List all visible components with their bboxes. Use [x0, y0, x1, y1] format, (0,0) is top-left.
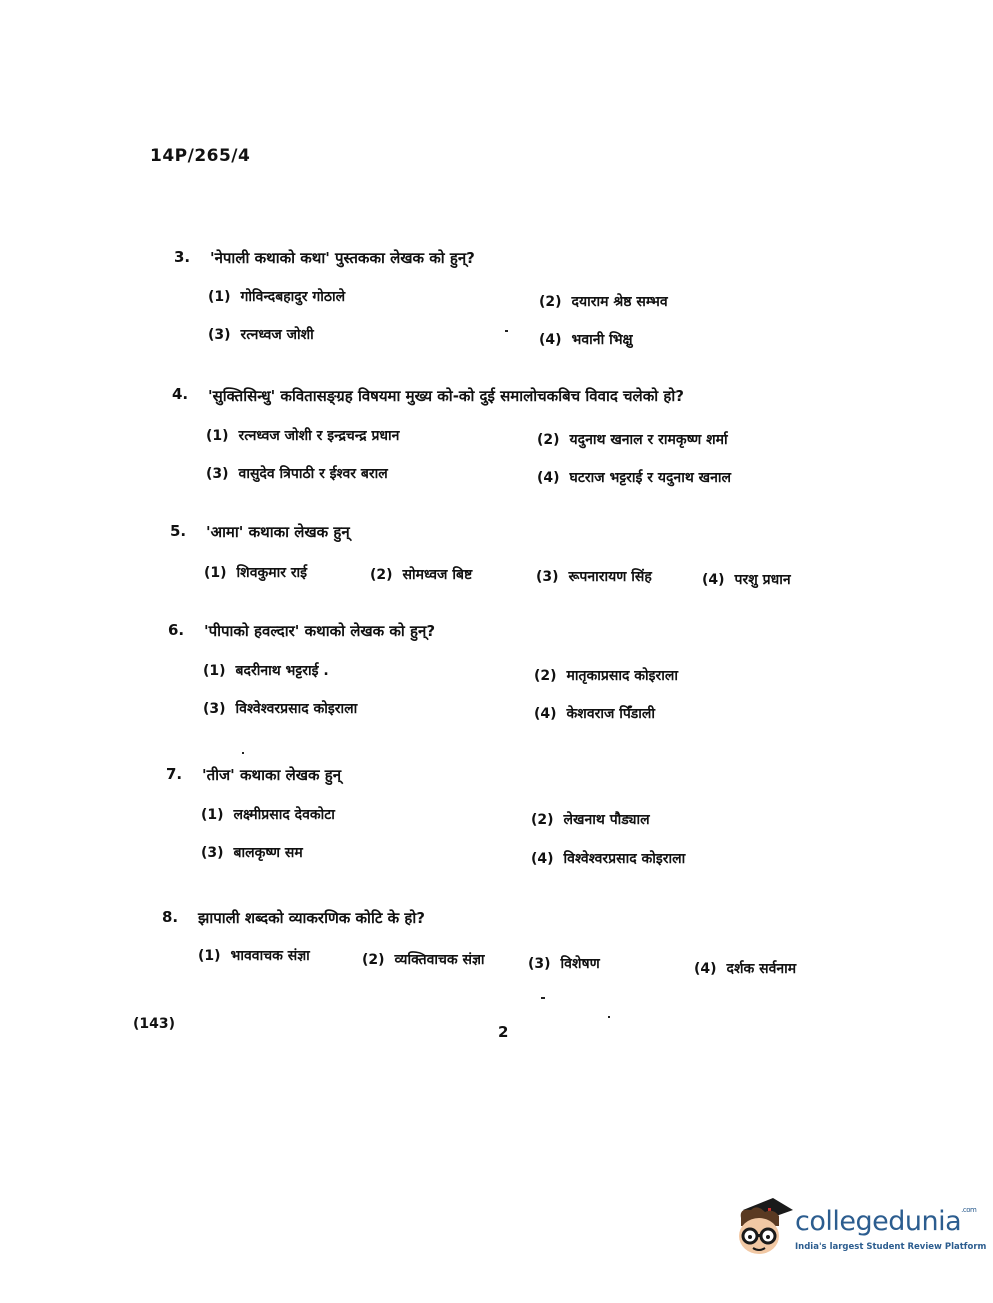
paper-code: 14P/265/4 — [150, 146, 251, 166]
scan-speck — [541, 997, 545, 999]
brand-name: collegedunia$^{.com}$ — [795, 1206, 977, 1237]
question-number: 7. — [166, 765, 183, 783]
option-4: (4) परशु प्रधान — [702, 572, 791, 588]
question-text: झापाली शब्दको व्याकरणिक कोटि के हो? — [198, 909, 425, 927]
option-1: (1) शिवकुमार राई — [204, 565, 308, 581]
question-number: 6. — [168, 621, 185, 639]
page-number: 2 — [498, 1023, 509, 1041]
student-mascot-icon — [735, 1196, 795, 1266]
question-text: 'आमा' कथाका लेखक हुन् — [206, 523, 350, 541]
option-4: (4) भवानी भिक्षु — [539, 332, 633, 348]
scan-speck — [608, 1016, 610, 1018]
option-1: (1) रत्नध्वज जोशी र इन्द्रचन्द्र प्रधान — [206, 428, 400, 444]
brand-tagline: India's largest Student Review Platform — [795, 1242, 987, 1252]
option-2: (2) मातृकाप्रसाद कोइराला — [534, 668, 678, 684]
question-number: 5. — [170, 522, 187, 540]
option-4: (4) दर्शक सर्वनाम — [694, 961, 797, 977]
option-4: (4) घटराज भट्टराई र यदुनाथ खनाल — [537, 470, 731, 486]
question-text: 'पीपाको हवल्दार' कथाको लेखक को हुन्? — [204, 622, 436, 640]
question-number: 8. — [162, 908, 179, 926]
option-2: (2) सोमध्वज बिष्ट — [370, 567, 473, 583]
question-text: 'तीज' कथाका लेखक हुन् — [202, 766, 342, 784]
scan-speck — [242, 752, 244, 754]
question-number: 3. — [174, 248, 191, 266]
option-2: (2) लेखनाथ पौड्याल — [531, 812, 650, 828]
option-4: (4) विश्वेश्वरप्रसाद कोइराला — [531, 851, 686, 867]
option-1: (1) लक्ष्मीप्रसाद देवकोटा — [201, 807, 335, 823]
question-text: 'सुक्तिसिन्धु' कवितासङ्ग्रह विषयमा मुख्य को-को दुई समालोचकबिच विवाद चलेको हो? — [208, 387, 684, 405]
option-1: (1) भाववाचक संज्ञा — [198, 948, 310, 964]
option-3: (3) बालकृष्ण सम — [201, 845, 303, 861]
option-2: (2) यदुनाथ खनाल र रामकृष्ण शर्मा — [537, 432, 728, 448]
option-1: (1) बदरीनाथ भट्टराई . — [203, 663, 329, 679]
option-4: (4) केशवराज पिँडाली — [534, 706, 656, 722]
option-3: (3) रूपनारायण सिंह — [536, 569, 652, 585]
collegedunia-logo — [735, 1196, 987, 1266]
question-number: 4. — [172, 385, 189, 403]
option-3: (3) विशेषण — [528, 956, 600, 972]
scan-speck — [505, 330, 508, 332]
option-3: (3) रत्नध्वज जोशी — [208, 327, 314, 343]
footer-code: (143) — [133, 1016, 176, 1032]
option-2: (2) दयाराम श्रेष्ठ सम्भव — [539, 294, 668, 310]
option-1: (1) गोविन्दबहादुर गोठाले — [208, 289, 346, 305]
question-text: 'नेपाली कथाको कथा' पुस्तकका लेखक को हुन्? — [210, 249, 475, 267]
option-3: (3) विश्वेश्वरप्रसाद कोइराला — [203, 701, 358, 717]
option-2: (2) व्यक्तिवाचक संज्ञा — [362, 952, 485, 968]
option-3: (3) वासुदेव त्रिपाठी र ईश्वर बराल — [206, 466, 388, 482]
